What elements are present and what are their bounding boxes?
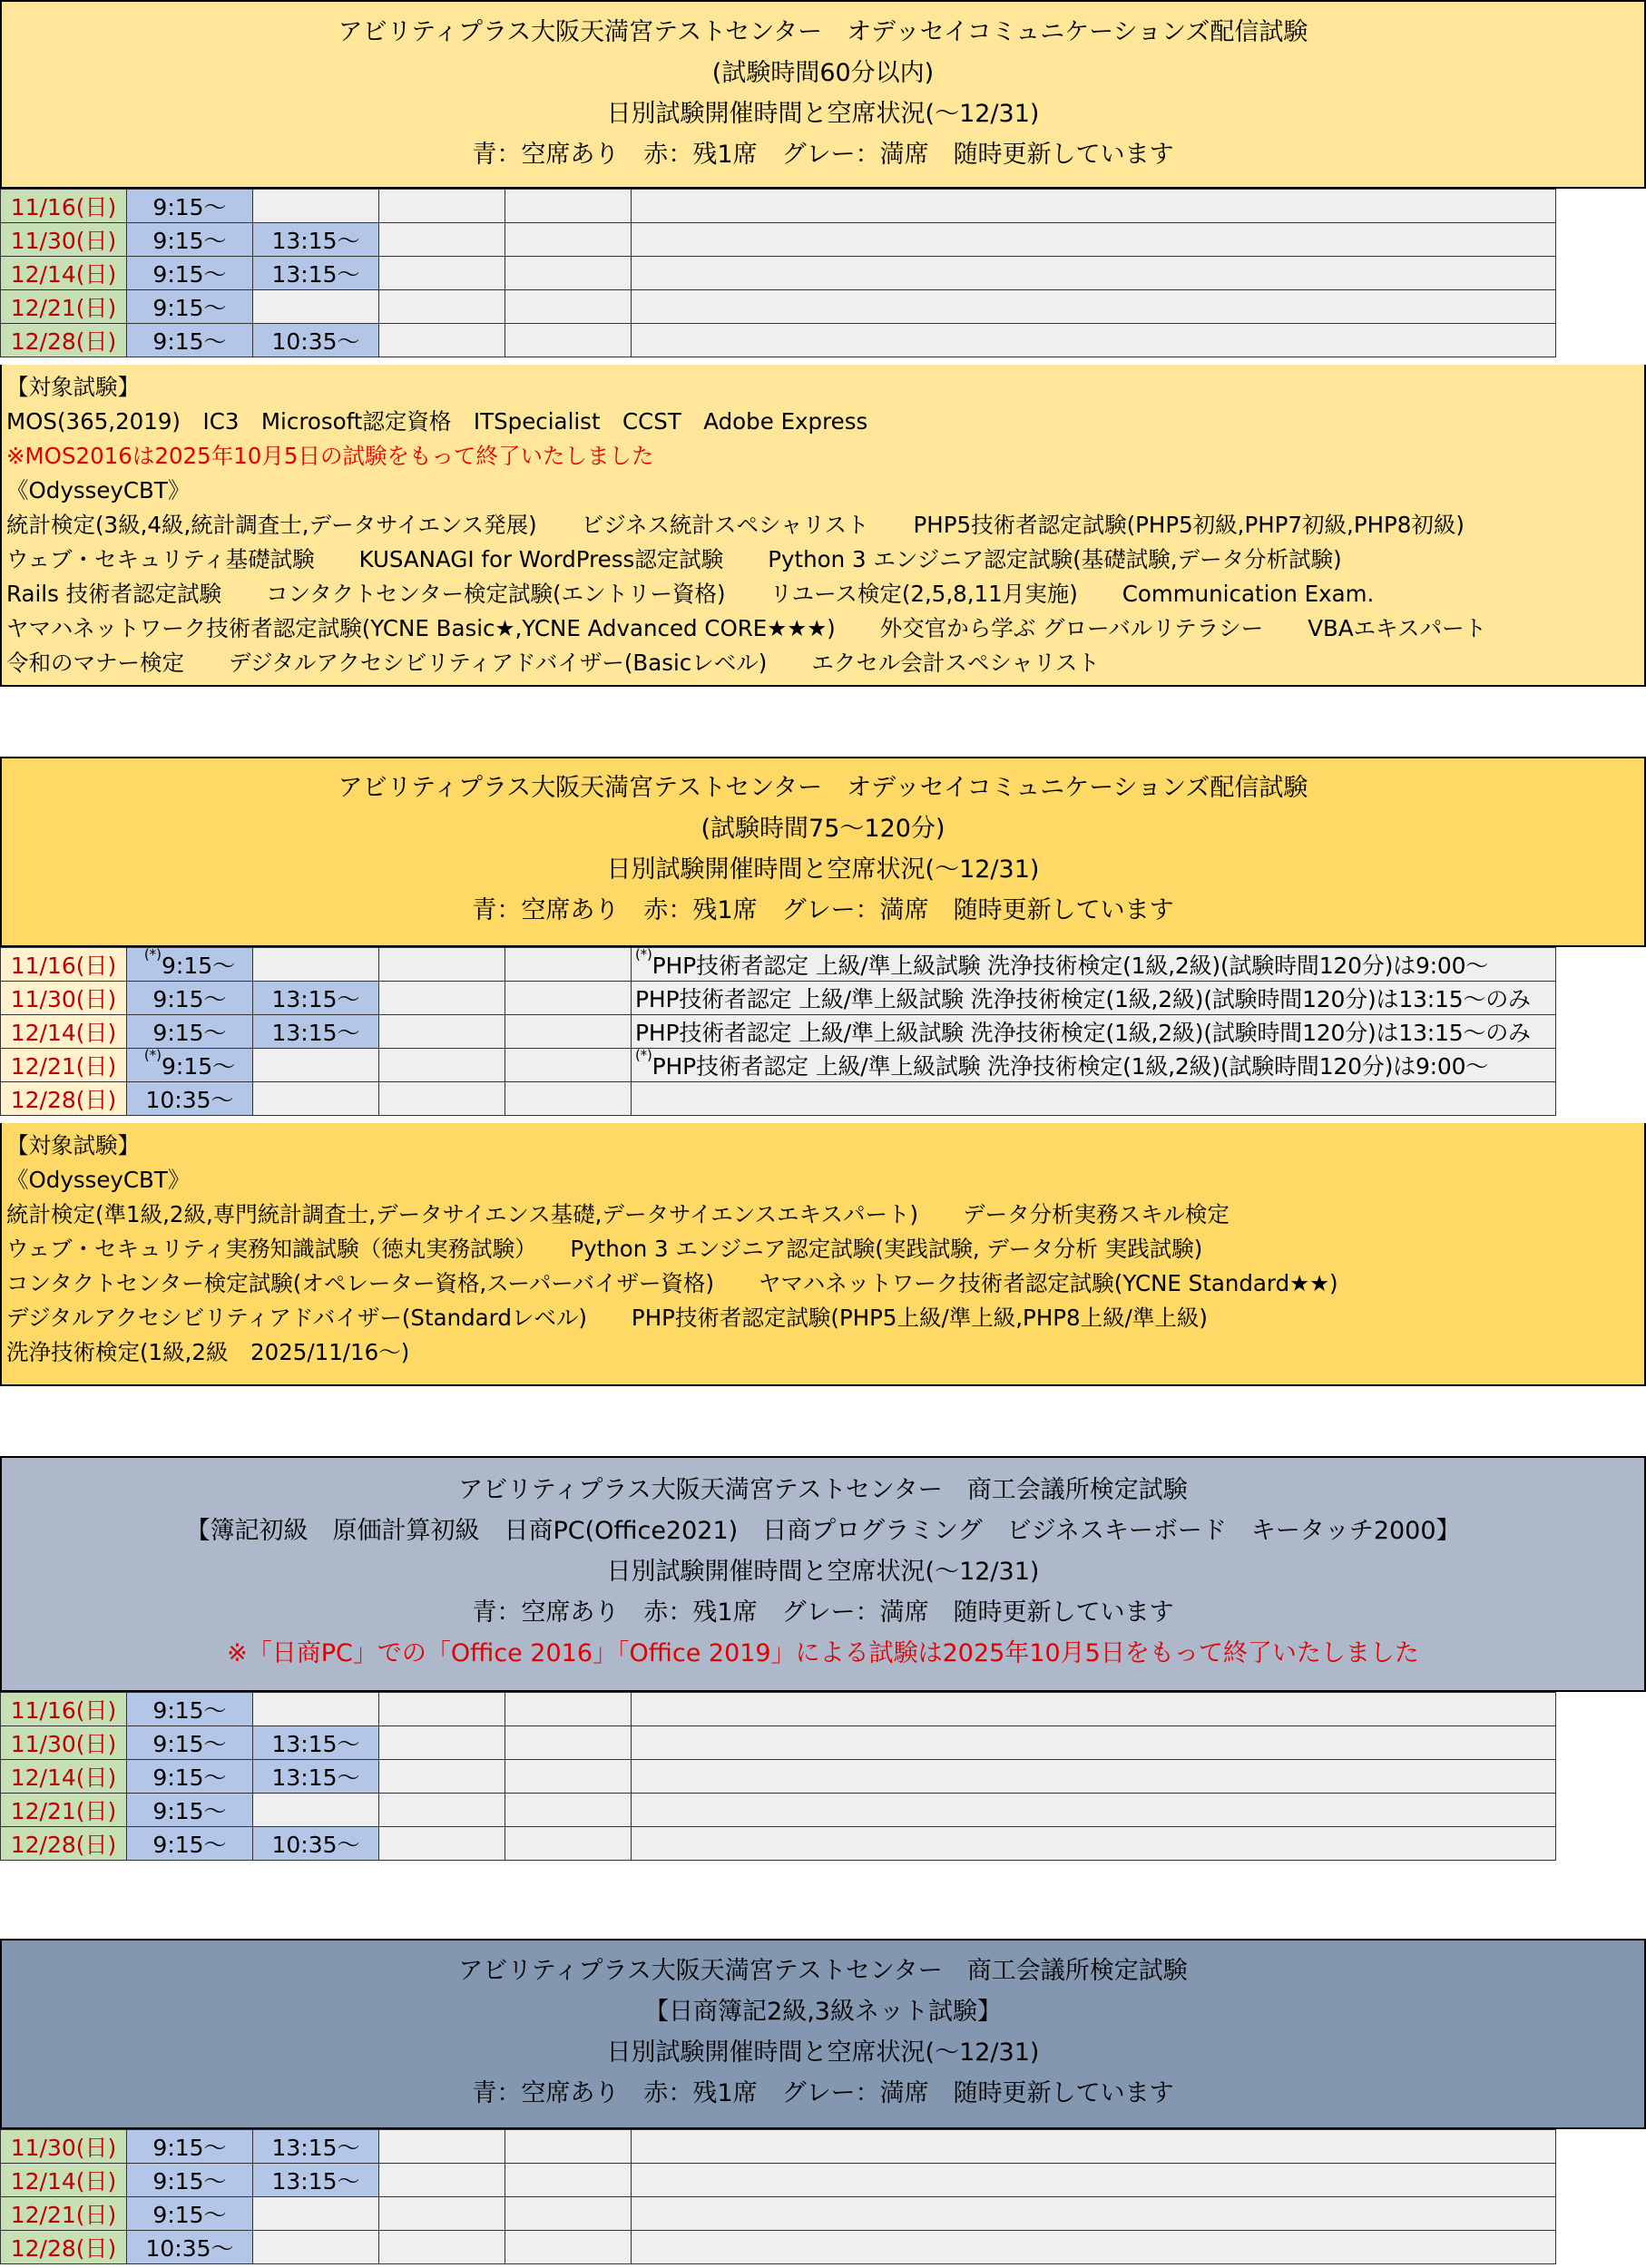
note-cell [632,257,1556,290]
note-cell [632,948,1556,982]
note-cell [632,1760,1556,1794]
time-slot[interactable]: 10:35～ [253,324,379,357]
asterisk-mark: (*) [143,1048,162,1063]
time-slot [253,2197,379,2231]
note-cell: PHP技術者認定 上級/準上級試験 洗浄技術検定(1級,2級)(試験時間120分)は13:15～のみ [632,1015,1556,1049]
date-cell: 11/30(日) [1,1726,127,1760]
time-slot[interactable]: 9:15～ [127,2164,253,2197]
time-slot [505,223,632,257]
info-line: コンタクトセンター検定試験(オペレーター資格,スーパーバイザー資格) ヤマハネットワーク技術者認定試験(YCNE Standard★★) [6,1270,1338,1296]
info-line: 【対象試験】 [6,1132,140,1158]
time-slot [505,982,632,1015]
date-cell: 12/21(日) [1,2197,127,2231]
time-slot [505,2130,632,2164]
section3-title: アビリティプラス大阪天満宮テストセンター 商工会議所検定試験 [458,1476,1188,1504]
time-slot [505,1049,632,1082]
section1-title: アビリティプラス大阪天満宮テストセンター オデッセイコミュニケーションズ配信試験 [338,18,1308,46]
time-slot[interactable]: 13:15～ [253,1760,379,1794]
section3-subtitle: 日別試験開催時間と空席状況(～12/31) [606,1558,1040,1586]
note-cell [632,2197,1556,2231]
asterisk-mark: (*) [143,947,162,963]
time-slot[interactable]: 13:15～ [253,2130,379,2164]
time-slot [379,1693,505,1726]
slot-time: 9:15～ [162,953,236,979]
slot-time: 9:15～ [162,1053,236,1080]
info-notice: ※MOS2016は2025年10月5日の試験をもって終了いたしました [6,443,654,469]
time-slot [505,948,632,982]
time-slot [505,290,632,324]
time-slot[interactable]: 9:15～ [127,324,253,357]
time-slot[interactable]: 10:35～ [127,1082,253,1116]
time-slot [253,2231,379,2264]
time-slot[interactable]: 13:15～ [253,257,379,290]
time-slot [379,2164,505,2197]
date-cell: 12/28(日) [1,1827,127,1861]
time-slot[interactable]: 9:15～ [127,1760,253,1794]
table-row [1,290,1556,324]
note-cell [632,1049,1556,1082]
time-slot [379,1726,505,1760]
time-slot [379,1082,505,1116]
time-slot [505,1726,632,1760]
info-line: MOS(365,2019) IC3 Microsoft認定資格 ITSpecialist CCST Adobe Express [6,408,868,435]
time-slot[interactable]: 9:15～ [127,190,253,223]
table-row [1,223,1556,257]
section2-schedule-table [0,947,1556,1116]
time-slot [505,2164,632,2197]
info-line: 統計検定(準1級,2級,専門統計調査士,データサイエンス基礎,データサイエンスエキスパート) データ分析実務スキル検定 [6,1201,1230,1227]
asterisk-mark: (*) [635,1048,652,1063]
note-text: PHP技術者認定 上級/準上級試験 洗浄技術検定(1級,2級)(試験時間120分)は9:00～ [652,1053,1489,1080]
info-line: デジタルアクセシビリティアドバイザー(Standardレベル) PHP技術者認定試験(PHP5上級/準上級,PHP8上級/準上級) [6,1305,1208,1331]
time-slot[interactable]: 13:15～ [253,223,379,257]
section3-exams: 【簿記初級 原価計算初級 日商PC(Office2021) 日商プログラミング ビジネスキーボード キータッチ2000】 [185,1517,1461,1545]
time-slot [253,1693,379,1726]
date-cell: 11/30(日) [1,2130,127,2164]
date-cell: 12/28(日) [1,324,127,357]
time-slot[interactable]: 9:15～ [127,982,253,1015]
time-slot[interactable]: 9:15～ [127,1693,253,1726]
time-slot[interactable]: 13:15～ [253,982,379,1015]
section3-schedule-table [0,1692,1556,1861]
time-slot[interactable]: 9:15～ [127,1827,253,1861]
time-slot [505,257,632,290]
section4-title: アビリティプラス大阪天満宮テストセンター 商工会議所検定試験 [458,1957,1188,1985]
time-slot[interactable]: 9:15～ [127,2130,253,2164]
section1-schedule-table [0,189,1556,357]
time-slot[interactable]: 9:15～ [127,1726,253,1760]
time-slot [253,290,379,324]
date-cell: 12/21(日) [1,290,127,324]
section3-header [0,1456,1646,1692]
time-slot [379,1794,505,1827]
info-line: 《OdysseyCBT》 [6,477,191,503]
time-slot [505,190,632,223]
note-cell [632,290,1556,324]
date-cell: 11/30(日) [1,982,127,1015]
date-cell: 11/30(日) [1,223,127,257]
info-line: Rails 技術者認定試験 コンタクトセンター検定試験(エントリー資格) リユース検定(2,5,8,11月実施) Communication Exam. [6,581,1375,607]
note-cell [632,1082,1556,1116]
section2-duration: (試験時間75～120分) [701,815,945,843]
time-slot[interactable]: 9:15～ [127,223,253,257]
time-slot [505,1082,632,1116]
time-slot[interactable] [127,948,253,982]
table-row [1,2197,1556,2231]
table-row [1,1015,1556,1049]
time-slot [505,2231,632,2264]
section1-legend: 青：空席あり 赤：残1席 グレー：満席 随時更新しています [472,141,1174,169]
section4-header [0,1939,1646,2129]
info-line: 洗浄技術検定(1級,2級 2025/11/16～) [6,1339,410,1365]
date-cell: 12/14(日) [1,1015,127,1049]
table-row [1,1082,1556,1116]
time-slot [379,982,505,1015]
time-slot [253,1049,379,1082]
note-cell [632,190,1556,223]
time-slot [379,223,505,257]
time-slot [505,1794,632,1827]
time-slot [253,948,379,982]
table-row [1,2130,1556,2164]
info-line: ヤマハネットワーク技術者認定試験(YCNE Basic★,YCNE Advanced CORE★★★) 外交官から学ぶ グローバルリテラシー VBAエキスパート [6,615,1487,641]
date-cell: 11/16(日) [1,1693,127,1726]
table-row [1,1049,1556,1082]
section3-legend: 青：空席あり 赤：残1席 グレー：満席 随時更新しています [472,1598,1174,1627]
time-slot [505,1760,632,1794]
table-row [1,1760,1556,1794]
date-cell: 12/28(日) [1,2231,127,2264]
time-slot[interactable]: 13:15～ [253,2164,379,2197]
time-slot[interactable]: 10:35～ [253,1827,379,1861]
time-slot [379,948,505,982]
section4-subtitle: 日別試験開催時間と空席状況(～12/31) [606,2038,1040,2067]
section2-subtitle: 日別試験開催時間と空席状況(～12/31) [606,855,1040,884]
time-slot [379,2130,505,2164]
time-slot [379,2197,505,2231]
section1-subtitle: 日別試験開催時間と空席状況(～12/31) [606,100,1040,128]
note-cell [632,1693,1556,1726]
time-slot [379,1049,505,1082]
date-cell: 12/14(日) [1,2164,127,2197]
table-row [1,1693,1556,1726]
section2-target-exams [0,1123,1646,1386]
section4-legend: 青：空席あり 赤：残1席 グレー：満席 随時更新しています [472,2079,1174,2107]
time-slot [505,2197,632,2231]
note-cell [632,324,1556,357]
time-slot [379,2231,505,2264]
note-cell [632,2231,1556,2264]
time-slot[interactable]: 9:15～ [127,1794,253,1827]
time-slot[interactable]: 13:15～ [253,1726,379,1760]
date-cell: 12/28(日) [1,1082,127,1116]
note-cell [632,2130,1556,2164]
section1-duration: (試験時間60分以内) [711,59,935,87]
table-row [1,1794,1556,1827]
table-row [1,257,1556,290]
date-cell: 11/16(日) [1,190,127,223]
date-cell: 12/21(日) [1,1794,127,1827]
time-slot[interactable]: 13:15～ [253,1015,379,1049]
time-slot [253,1794,379,1827]
time-slot [379,1827,505,1861]
note-cell [632,1827,1556,1861]
info-line: 《OdysseyCBT》 [6,1167,191,1193]
note-cell [632,1794,1556,1827]
info-line: 令和のマナー検定 デジタルアクセシビリティアドバイザー(Basicレベル) エクセル会計スペシャリスト [6,650,1100,676]
table-row [1,190,1556,223]
section4-schedule-table [0,2129,1556,2264]
section1-header [0,0,1646,189]
time-slot [379,190,505,223]
section2-legend: 青：空席あり 赤：残1席 グレー：満席 随時更新しています [472,896,1174,924]
time-slot[interactable]: 9:15～ [127,1015,253,1049]
time-slot [253,1082,379,1116]
note-cell [632,2164,1556,2197]
time-slot [379,257,505,290]
info-line: ウェブ・セキュリティ実務知識試験（徳丸実務試験） Python 3 エンジニア認定試験(実践試験, データ分析 実践試験) [6,1236,1203,1262]
info-line: ウェブ・セキュリティ基礎試験 KUSANAGI for WordPress認定試験 Python 3 エンジニア認定試験(基礎試験,データ分析試験) [6,546,1342,572]
table-row [1,324,1556,357]
info-line: 統計検定(3級,4級,統計調査士,データサイエンス発展) ビジネス統計スペシャリスト PHP5技術者認定試験(PHP5初級,PHP7初級,PHP8初級) [6,512,1465,538]
note-cell [632,223,1556,257]
table-row [1,1827,1556,1861]
section4-exams: 【日商簿記2級,3級ネット試験】 [644,1998,1002,2026]
time-slot [379,290,505,324]
note-text: PHP技術者認定 上級/準上級試験 洗浄技術検定(1級,2級)(試験時間120分)は9:00～ [652,953,1489,979]
time-slot[interactable]: 9:15～ [127,290,253,324]
table-row [1,982,1556,1015]
table-row [1,948,1556,982]
time-slot [379,324,505,357]
date-cell: 11/16(日) [1,948,127,982]
date-cell: 12/21(日) [1,1049,127,1082]
section1-target-exams [0,365,1646,687]
time-slot [505,324,632,357]
date-cell: 12/14(日) [1,1760,127,1794]
table-row [1,2164,1556,2197]
time-slot[interactable]: 9:15～ [127,257,253,290]
info-line: 【対象試験】 [6,374,140,400]
time-slot[interactable]: 9:15～ [127,2197,253,2231]
time-slot[interactable] [127,1049,253,1082]
note-cell [632,1726,1556,1760]
time-slot [379,1760,505,1794]
time-slot [505,1015,632,1049]
section2-title: アビリティプラス大阪天満宮テストセンター オデッセイコミュニケーションズ配信試験 [338,774,1308,802]
time-slot [505,1693,632,1726]
note-cell: PHP技術者認定 上級/準上級試験 洗浄技術検定(1級,2級)(試験時間120分)は13:15～のみ [632,982,1556,1015]
time-slot [253,190,379,223]
time-slot[interactable]: 10:35～ [127,2231,253,2264]
asterisk-mark: (*) [635,947,652,963]
date-cell: 12/14(日) [1,257,127,290]
section3-notice: ※「日商PC」での「Office 2016」「Office 2019」による試験は2025年10月5日をもって終了いたしました [227,1639,1419,1667]
time-slot [505,1827,632,1861]
section2-header [0,757,1646,947]
time-slot [379,1015,505,1049]
table-row [1,1726,1556,1760]
table-row [1,2231,1556,2264]
